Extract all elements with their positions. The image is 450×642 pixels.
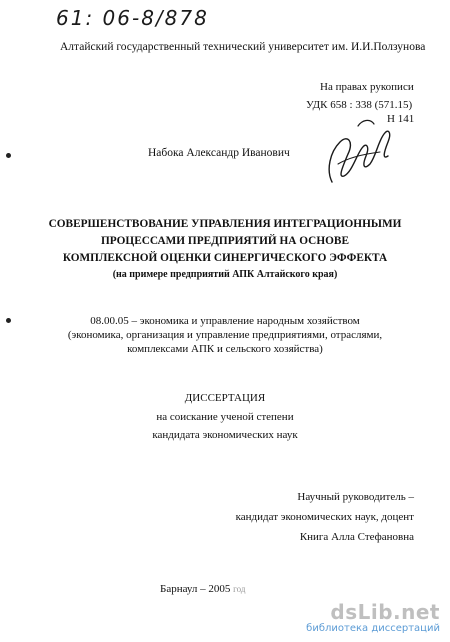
manuscript-rights: На правах рукописи [320,81,414,93]
degree-sought-line: на соискание ученой степени [156,411,294,423]
degree-name-line: кандидата экономических наук [152,429,298,441]
city-year [160,583,245,595]
udk-code: УДК 658 : 338 (571.15) [306,99,413,111]
specialty-line: (экономика, организация и управление предприятиями, отраслями, [67,329,383,341]
archive-stamp: 61: 06-8/878 [56,6,209,30]
watermark-sub: библиотека диссертаций [306,623,440,634]
title-line: ПРОЦЕССАМИ ПРЕДПРИЯТИЙ НА ОСНОВЕ [101,235,349,247]
dissertation-heading: ДИССЕРТАЦИЯ [184,392,266,404]
supervisor-block [236,487,414,547]
title-subtitle: (на примере предприятий АПК Алтайского края) [112,269,338,280]
specialty-line: 08.00.05 – экономика и управление народным хозяйством [90,315,360,327]
title-line: КОМПЛЕКСНОЙ ОЦЕНКИ СИНЕРГИЧЕСКОГО ЭФФЕКТА [62,252,388,264]
university-name: Алтайский государственный технический университет им. И.И.Ползунова [60,41,426,53]
supervisor-role: Научный руководитель – [297,491,414,503]
handwritten-signature [318,112,400,194]
city-year-tail: год [233,584,246,594]
dissertation-type [0,388,450,444]
binding-hole-mark [6,318,11,323]
specialty [0,314,450,356]
binding-hole-mark [6,153,11,158]
supervisor-name: Книга Алла Стефановна [299,531,414,543]
watermark-main: dsLib.net [330,600,440,624]
dslib-watermark-logo [306,602,440,634]
author-code: Н 141 [387,113,415,125]
city-year-text: Барнаул – 2005 [160,583,231,595]
author-name: Набока Александр Иванович [148,147,290,159]
title-line: СОВЕРШЕНСТВОВАНИЕ УПРАВЛЕНИЯ ИНТЕГРАЦИОННЫМИ [48,218,402,230]
dissertation-title [0,216,450,283]
specialty-line: комплексами АПК и сельского хозяйства) [127,343,323,355]
supervisor-degree: кандидат экономических наук, доцент [235,511,414,523]
